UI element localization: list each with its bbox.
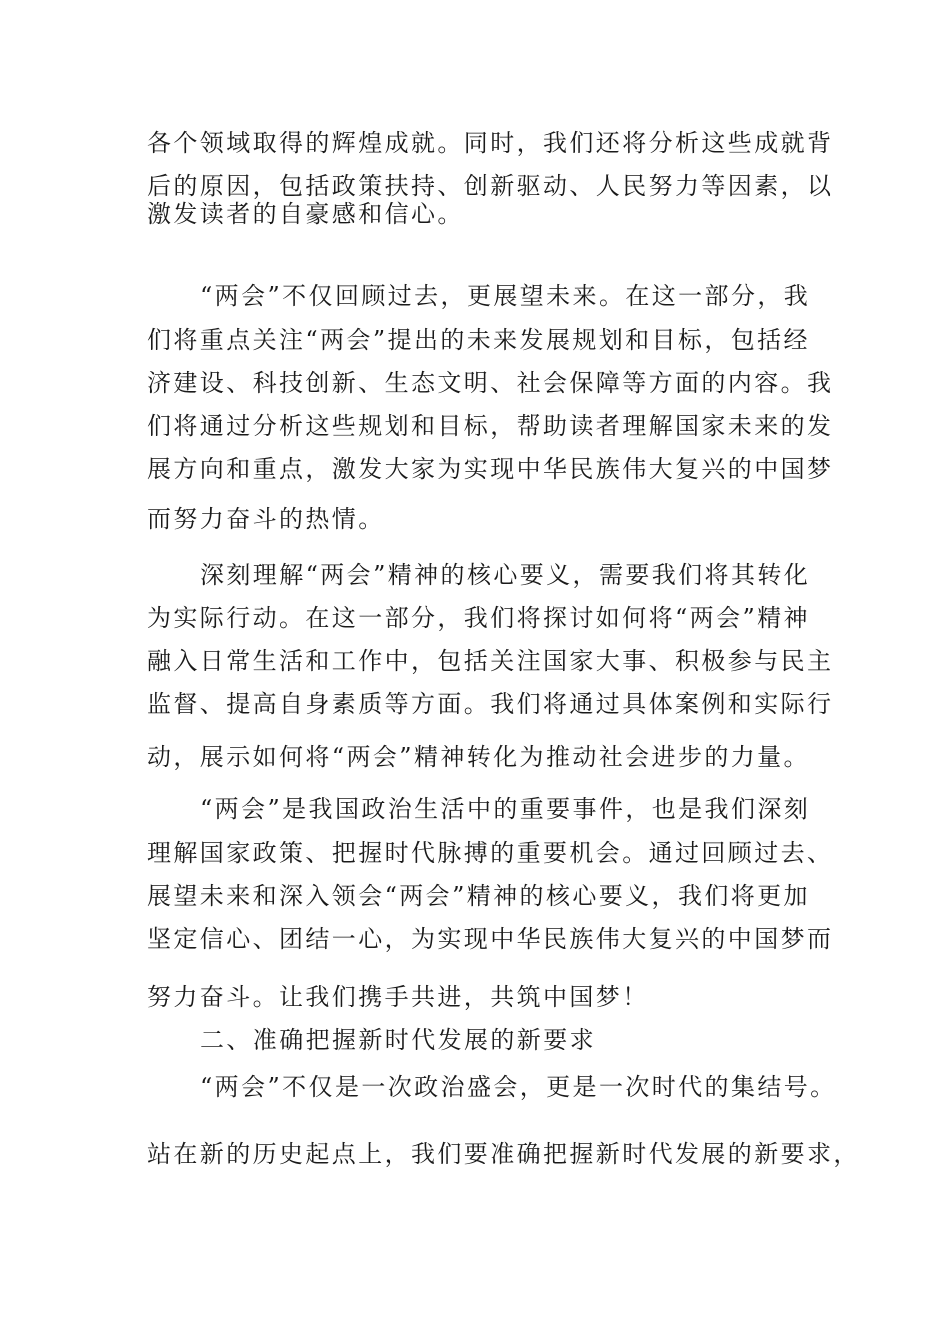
- text-line: 动，展示如何将“两会”精神转化为推动社会进步的力量。: [147, 743, 810, 771]
- text-line: 各个领域取得的辉煌成就。同时，我们还将分析这些成就背: [147, 129, 834, 157]
- text-line: 们将重点关注“两会”提出的未来发展规划和目标，包括经: [147, 326, 810, 354]
- text-line: 理解国家政策、把握时代脉搏的重要机会。通过回顾过去、: [147, 839, 834, 867]
- text-line: 而努力奋斗的热情。: [147, 505, 385, 533]
- text-line: 站在新的历史起点上，我们要准确把握新时代发展的新要求，: [147, 1140, 860, 1168]
- text-line: “两会”是我国政治生活中的重要事件，也是我们深刻: [200, 795, 811, 823]
- section-heading: 二、准确把握新时代发展的新要求: [200, 1026, 596, 1054]
- text-line: 济建设、科技创新、生态文明、社会保障等方面的内容。我: [147, 369, 834, 397]
- text-line: 展望未来和深入领会“两会”精神的核心要义，我们将更加: [147, 882, 810, 910]
- text-line: 为实际行动。在这一部分，我们将探讨如何将“两会”精神: [147, 604, 810, 632]
- text-line: 后的原因，包括政策扶持、创新驱动、人民努力等因素，以: [147, 172, 834, 200]
- text-line: 展方向和重点，激发大家为实现中华民族伟大复兴的中国梦: [147, 455, 834, 483]
- text-line: “两会”不仅是一次政治盛会，更是一次时代的集结号。: [200, 1073, 837, 1101]
- text-line: 们将通过分析这些规划和目标，帮助读者理解国家未来的发: [147, 412, 834, 440]
- text-line: 融入日常生活和工作中，包括关注国家大事、积极参与民主: [147, 647, 834, 675]
- text-line: 努力奋斗。让我们携手共进，共筑中国梦！: [147, 983, 649, 1011]
- text-line: 坚定信心、团结一心，为实现中华民族伟大复兴的中国梦而: [147, 925, 834, 953]
- text-line: 深刻理解“两会”精神的核心要义，需要我们将其转化: [200, 561, 811, 589]
- text-line: “两会”不仅回顾过去，更展望未来。在这一部分，我: [200, 282, 811, 310]
- text-line: 监督、提高自身素质等方面。我们将通过具体案例和实际行: [147, 690, 834, 718]
- text-line: 激发读者的自豪感和信心。: [147, 200, 464, 228]
